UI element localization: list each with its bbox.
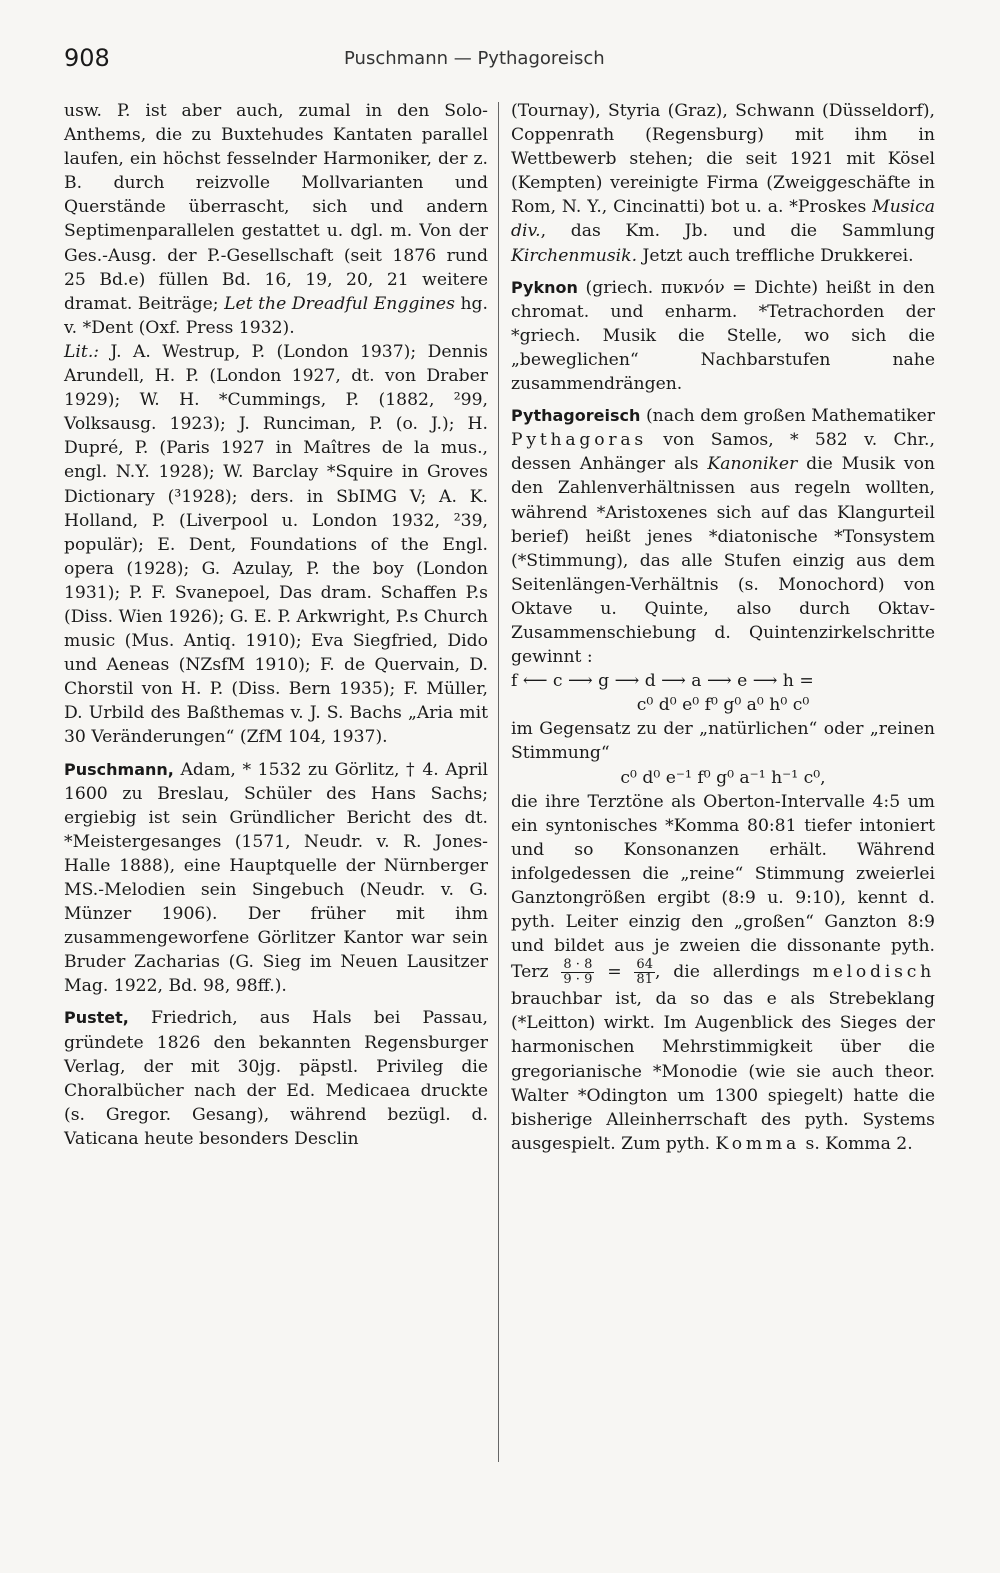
westrup-entry-continuation: usw. P. ist aber auch, zumal in den Solo-Anthems, die zu Buxtehudes Kantaten parallel laufen, ein höchst fesselnder Harmoniker, der z. B. durch reizvolle Mollvarianten und Querstände überrascht, sich und andern Septimenparallelen gestattet u. dgl. m. Von der Ges.-Ausg. der P.-Gesellschaft (seit 1876 rund 25 Bd.e) füllen Bd. 16, 19, 20, 21 weitere dramat. Beiträge; Let the Dreadful Enggines hg. v. *Dent (Oxf. Press 1932). xyxy=(64,101,488,338)
fraction-64-81: $\frac{64}{81}$ xyxy=(636,957,653,988)
headword-pyknon: Pyknon xyxy=(511,277,578,297)
page-header xyxy=(64,44,936,84)
lit-label: Lit.: xyxy=(64,341,100,362)
pythagorean-scale: c⁰ d⁰ e⁰ f⁰ g⁰ a⁰ h⁰ c⁰ xyxy=(636,695,810,716)
headword-pustet: Pustet, xyxy=(64,1008,129,1028)
pure-scale: c⁰ d⁰ e⁻¹ f⁰ g⁰ a⁻¹ h⁻¹ c⁰, xyxy=(620,767,826,788)
column-divider xyxy=(498,102,499,1462)
left-column xyxy=(64,99,488,1151)
entry-pustet: Pustet, Friedrich, aus Hals bei Passau, gründete 1826 den bekannten Regensburger Verlag, der mit 30jg. päpstl. Privileg die Choralbücher nach der Ed. Medicaea druckte (s. Gregor. Gesang), während bezügl. d. Vaticana heute besonders Desclin xyxy=(64,1008,488,1149)
pustet-entry-continuation: (Tournay), Styria (Graz), Schwann (Düsseldorf), Coppenrath (Regensburg) mit ihm in Wettbewerb stehen; die seit 1921 mit Kösel (Kempten) vereinigte Firma (Zweiggeschäfte in Rom, N. Y., Cincinatti) bot u. a. *Proskes Musica div., das Km. Jb. und die Sammlung Kirchenmusik. Jetzt auch treffliche Drukkerei. xyxy=(511,101,935,266)
pythagoreisch-text-3: die ihre Terztöne als Oberton-Intervalle 4:5 um ein syntonisches *Komma 80:81 tiefer intoniert und so Konsonanzen erhält. Während infolgedessen die „reine“ Stimmung zweierlei Ganztongrößen ergibt (8:9 u. 9:10), kennt d. pyth. Leiter einzig den „großen“ Ganzton 8:9 und bildet aus je zweien die dissonante pyth. Terz $\frac{8 \cdot 8}{9 \cdot 9}$ = $\frac{64}{81}$ , die allerdings melodisch brauchbar ist, da so das e als Strebeklang (*Leitton) wirkt. Im Augenblick des Sieges der harmonischen Mehrstimmigkeit über die gregorianische *Monodie (wie sie auch theor. Walter *Odington um 1300 spiegelt) hatte die bisherige Alleinherrschaft des pyth. Systems ausgespielt. Zum pyth. Komma s. Komma 2. xyxy=(511,791,935,1154)
pythagoreisch-text-2: im Gegensatz zu der „natürlichen“ oder „reinen Stimmung“ xyxy=(511,719,935,764)
headword-pythagoreisch: Pythagoreisch xyxy=(511,406,641,426)
entry-puschmann: Puschmann, Adam, * 1532 zu Görlitz, † 4. April 1600 zu Breslau, Schüler des Hans Sachs; ergiebig ist sein Gründlicher Bericht des dt. *Meistergesanges (1571, Neudr. v. R. Jones-Halle 1888), eine Hauptquelle der Nürnberger MS.-Melodien sein Singebuch (Neudr. v. G. Münzer 1906). Der früher mit ihm zusammengeworfene Görlitzer Kantor war sein Bruder Zacharias (G. Sieg im Neuen Lausitzer Mag. 1922, Bd. 98, 98ff.). xyxy=(64,759,488,997)
entry-pyknon: Pyknon (griech. πυκνόν = Dichte) heißt in den chromat. und enharm. *Tetrachorden der *griech. Musik die Stelle, wo sich die „beweglichen“ Nachbarstufen nahe zusammendrängen. xyxy=(511,277,935,395)
running-head: Puschmann — Pythagoreisch xyxy=(344,48,605,69)
fraction-terz: $\frac{8 \cdot 8}{9 \cdot 9}$ xyxy=(563,957,593,988)
page-number: 908 xyxy=(64,44,110,72)
work-title: Let the Dreadful Enggines xyxy=(224,293,455,314)
literature-list: Lit.: J. A. Westrup, P. (London 1937); Dennis Arundell, H. P. (London 1927, dt. von Draber 1929); W. H. *Cummings, P. (1882, ²99, Volksausg. 1923); J. Runciman, P. (o. J.); H. Dupré, P. (Paris 1927 in Maîtres de la mus., engl. N.Y. 1928); W. Barclay *Squire in Groves Dictionary (³1928); ders. in SbIMG V; A. K. Holland, P. (Liverpool u. London 1932, ²39, populär); E. Dent, Foundations of the Engl. opera (1928); G. Azulay, P. the boy (London 1931); P. F. Svanepoel, Das dram. Schaffen P.s (Diss. Wien 1926); G. E. P. Arkwright, P.s Church music (Mus. Antiq. 1910); Eva Siegfried, Dido und Aeneas (NZsfM 1910); F. de Quervain, D. Chorstil von H. P. (Diss. Bern 1935); F. Müller, D. Urbild des Baßthemas v. J. S. Bachs „Aria mit 30 Veränderungen“ (ZfM 104, 1937). xyxy=(64,341,489,748)
fifths-sequence: f ⟵ c ⟶ g ⟶ d ⟶ a ⟶ e ⟶ h = xyxy=(511,671,814,692)
right-column xyxy=(511,99,935,1156)
entry-pythagoreisch: Pythagoreisch (nach dem großen Mathematiker Pythagoras von Samos, * 582 v. Chr., dessen Anhänger als Kanoniker die Musik von den Zahlenverhältnissen aus regeln wollten, während *Aristoxenes sich auf das Klangurteil berief) heißt jenes *diatonische *Tonsystem (*Stimmung), das alle Stufen einzig aus dem Seitenlängen-Verhältnis (s. Monochord) von Oktave u. Quinte, also durch Oktav-Zusammenschiebung d. Quintenzirkelschritte gewinnt : xyxy=(511,406,935,668)
headword-puschmann: Puschmann, xyxy=(64,759,174,779)
